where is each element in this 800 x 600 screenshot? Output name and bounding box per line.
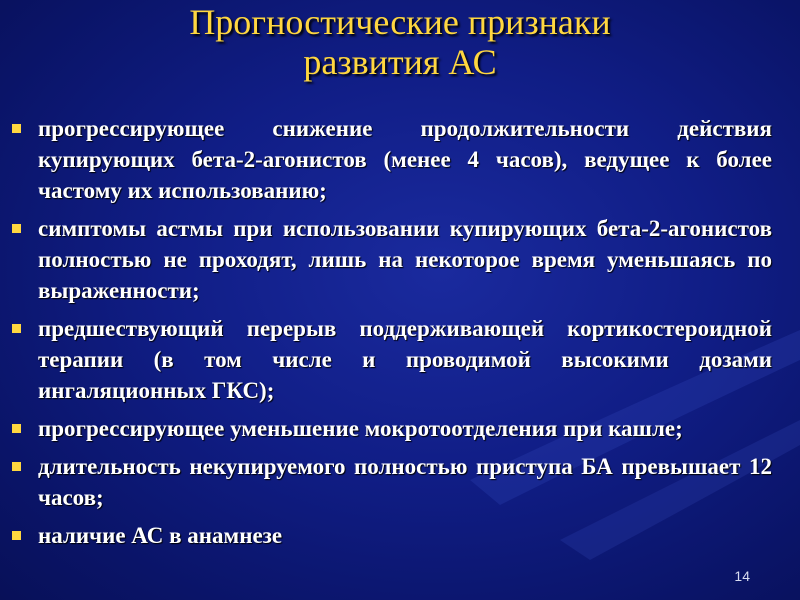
bullet-text: симптомы астмы при использовании купирующих бета-2-агонистов полностью не проходят, лишь на некоторое время уменьшаясь по выраженности; xyxy=(38,216,772,303)
bullet-text: прогрессирующее уменьшение мокротоотделения при кашле; xyxy=(38,416,683,441)
square-bullet-icon xyxy=(12,531,21,540)
bullet-text: предшествующий перерыв поддерживающей кортикостероидной терапии (в том числе и проводимой высокими дозами ингаляционных ГКС); xyxy=(38,316,772,403)
slide-title-line-2: развития АС xyxy=(303,42,497,82)
bullet-text: наличие АС в анамнезе xyxy=(38,523,283,548)
slide-title xyxy=(0,2,800,82)
square-bullet-icon xyxy=(12,124,21,133)
page-number: 14 xyxy=(734,568,750,584)
bullet-item xyxy=(8,213,772,306)
square-bullet-icon xyxy=(12,424,21,433)
bullet-list xyxy=(8,113,772,558)
square-bullet-icon xyxy=(12,324,21,333)
square-bullet-icon xyxy=(12,462,21,471)
bullet-text: прогрессирующее снижение продолжительности действия купирующих бета-2-агонистов (менее 4 часов), ведущее к более частому их использованию; xyxy=(38,116,772,203)
bullet-item xyxy=(8,313,772,406)
bullet-item xyxy=(8,113,772,206)
bullet-item xyxy=(8,451,772,513)
slide-title-line-1: Прогностические признаки xyxy=(189,2,611,42)
bullet-item xyxy=(8,520,772,551)
square-bullet-icon xyxy=(12,224,21,233)
bullet-text: длительность некупируемого полностью приступа БА превышает 12 часов; xyxy=(38,454,772,510)
bullet-item xyxy=(8,413,772,444)
